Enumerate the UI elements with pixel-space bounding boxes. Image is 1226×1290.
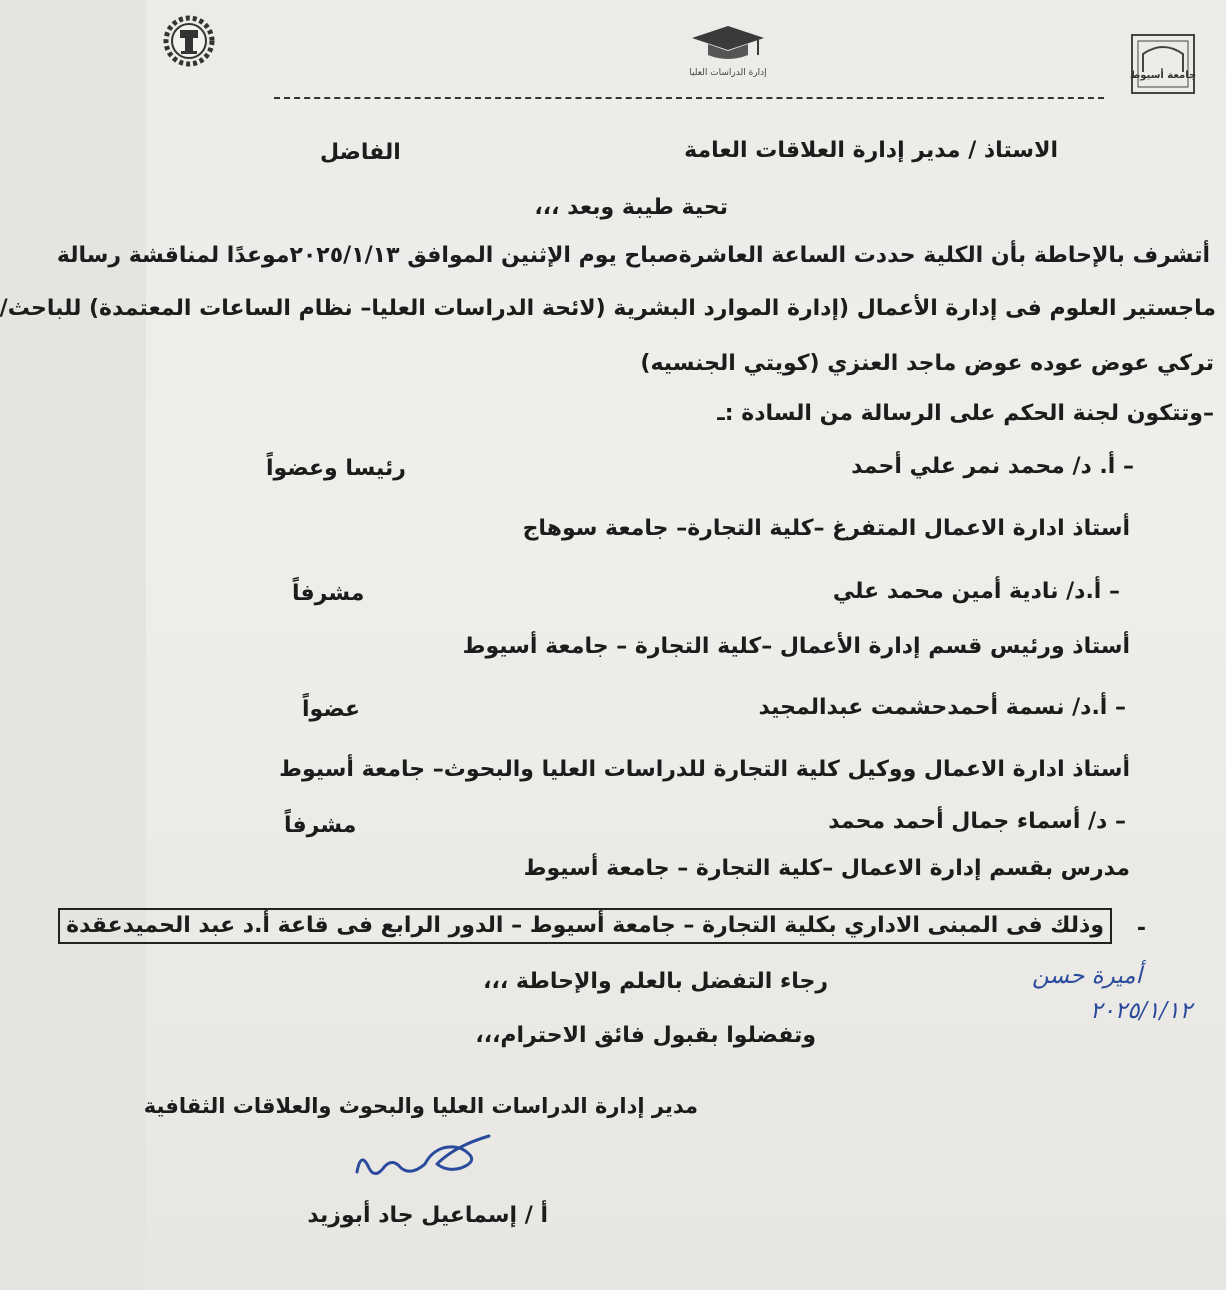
university-logo-text: جامعة أسيوط	[1129, 70, 1197, 81]
handwritten-date: ٢٠٢٥/١/١٢	[1090, 998, 1192, 1024]
gear-logo-icon	[162, 14, 216, 68]
header-divider	[274, 97, 1104, 99]
graduation-cap-logo-icon	[682, 24, 774, 64]
university-logo	[1129, 32, 1197, 96]
committee-member-1-role: رئيسا وعضواً	[266, 456, 406, 481]
committee-member-1-name: – أ. د/ محمد نمر علي أحمد	[851, 454, 1134, 479]
committee-member-3-affiliation: أستاذ ادارة الاعمال ووكيل كلية التجارة للدراسات العليا والبحوث– جامعة أسيوط	[279, 757, 1130, 782]
body-line-2: ماجستير العلوم فى إدارة الأعمال (إدارة الموارد البشرية (لائحة الدراسات العليا– نظام الساعات المعتمدة) للباحث/	[0, 296, 1216, 321]
handwritten-name: أميرة حسن	[1032, 963, 1142, 989]
closing-regards: رجاء التفضل بالعلم والإحاطة ،،،	[483, 969, 828, 994]
committee-member-3-name: – أ.د/ نسمة أحمدحشمت عبدالمجيد	[758, 695, 1126, 720]
signatory-name: أ / إسماعيل جاد أبوزيد	[307, 1203, 548, 1228]
body-line-1: أتشرف بالإحاطة بأن الكلية حددت الساعة العاشرةصباح يوم الإثنين الموافق ٢٠٢٥/١/١٣موعدًا لمناقشة رسالة	[56, 243, 1210, 268]
committee-member-2-affiliation: أستاذ ورئيس قسم إدارة الأعمال –كلية التجارة – جامعة أسيوط	[462, 634, 1130, 659]
recipient-honorific: الفاضل	[320, 140, 401, 165]
venue-box: وذلك فى المبنى الاداري بكلية التجارة – جامعة أسيوط – الدور الرابع فى قاعة أ.د عبد الحميدعقدة	[58, 908, 1112, 944]
committee-member-2-role: مشرفاً	[292, 581, 365, 606]
committee-intro: –وتتكون لجنة الحكم على الرسالة من السادة :ـ	[717, 401, 1214, 426]
signature-icon	[351, 1128, 501, 1188]
committee-member-1-affiliation: أستاذ ادارة الاعمال المتفرغ –كلية التجارة– جامعة سوهاج	[522, 516, 1130, 541]
committee-member-3-role: عضواً	[302, 697, 361, 722]
committee-member-4-role: مشرفاً	[284, 813, 357, 838]
graduation-cap-logo	[682, 24, 774, 80]
committee-member-4-name: – د/ أسماء جمال أحمد محمد	[828, 809, 1126, 834]
committee-member-2-name: – أ.د/ نادية أمين محمد علي	[832, 579, 1120, 604]
closing-respect: وتفضلوا بقبول فائق الاحترام،،،	[475, 1023, 816, 1048]
greeting: تحية طيبة وبعد ،،،	[534, 195, 728, 220]
committee-member-4-affiliation: مدرس بقسم إدارة الاعمال –كلية التجارة – جامعة أسيوط	[523, 856, 1130, 881]
center-logo-caption: إدارة الدراسات العليا	[689, 68, 767, 78]
signatory-title: مدير إدارة الدراسات العليا والبحوث والعلاقات الثقافية	[143, 1094, 698, 1118]
recipient-line: الاستاذ / مدير إدارة العلاقات العامة	[684, 138, 1058, 163]
venue-bullet: -	[1136, 916, 1146, 941]
body-line-3: تركي عوض عوده عوض ماجد العنزي (كويتي الجنسيه)	[640, 351, 1214, 376]
university-logo-icon	[1129, 32, 1197, 96]
